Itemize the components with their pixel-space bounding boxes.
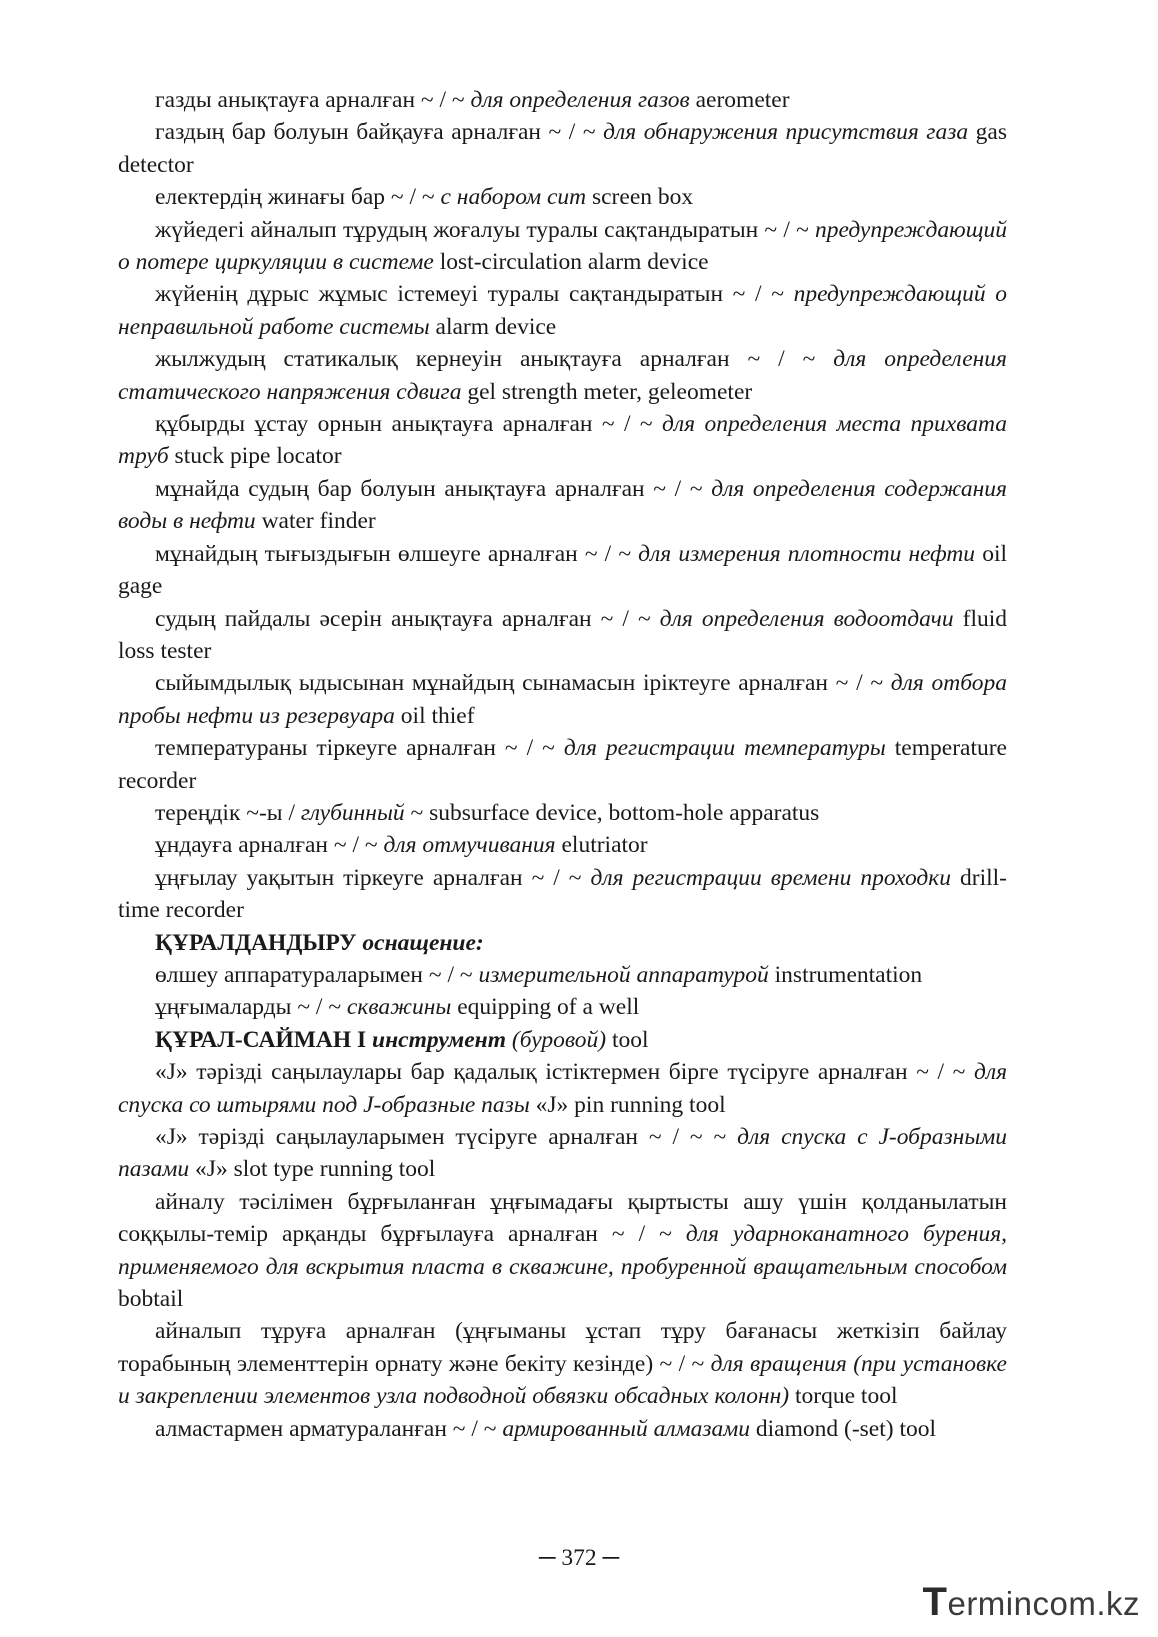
- entry-russian: глубинный: [300, 799, 405, 826]
- entry-kazakh: жылжудың статикалық кернеуін анықтауға арналған ~ / ~: [155, 346, 834, 373]
- entry-kazakh: айналу тәсілімен бұрғыланған ұңғымадағы қыртысты ашу үшін қолданылатын соққылы-темір арқанды бұрғылауға арналған ~ / ~: [118, 1188, 1007, 1248]
- entry-russian: для спуска со штырями под J-образные пазы: [118, 1059, 1007, 1118]
- entry-russian: для определения содержания воды в нефти: [118, 475, 1007, 535]
- entry-kazakh: құбырды ұстау орнын анықтауға арналған ~ / ~: [155, 411, 662, 438]
- entry-english: drill-time recorder: [118, 864, 1007, 924]
- entry-russian: предупреждающий о неправильной работе системы: [118, 281, 1007, 340]
- dictionary-entry: [118, 667, 1007, 732]
- entry-russian: для регистрации температуры: [563, 735, 886, 762]
- entry-kazakh: ұндауға арналған ~ / ~: [155, 832, 384, 859]
- dictionary-entry: [118, 1056, 1007, 1121]
- entry-english: bobtail: [118, 1286, 184, 1313]
- headword-tool: [118, 1024, 1007, 1056]
- entry-russian: для определения газов: [470, 87, 690, 113]
- dictionary-entry: [118, 1186, 1007, 1316]
- headword-english: tool: [606, 1026, 649, 1053]
- entry-kazakh: судың пайдалы әсерін анықтауға арналған ~ / ~: [155, 605, 660, 632]
- entry-kazakh: електердің жинағы бар ~ / ~: [155, 184, 441, 211]
- entry-kazakh: «J» тәрізді саңылаулары бар қадалық істіктермен бірге түсіруге арналған ~ / ~: [155, 1059, 974, 1086]
- headword-instrumentation: [118, 927, 1007, 959]
- entry-kazakh: өлшеу аппаратураларымен ~ / ~: [155, 961, 479, 988]
- entry-kazakh: мұнайдың тығыздығын өлшеуге арналған ~ / ~: [155, 540, 639, 567]
- site-watermark: [923, 1580, 1140, 1625]
- entry-english: «J» pin running tool: [529, 1091, 726, 1118]
- page-number: ─ 372 ─: [538, 1545, 620, 1571]
- dictionary-entry: [118, 84, 1007, 116]
- dictionary-entry: [118, 116, 1007, 181]
- entry-kazakh: айналып тұруға арналған (ұңғыманы ұстап тұру бағанасы жеткізіп байлау торабының элементтерін орнату және бекіту кезінде) ~ / ~: [118, 1318, 1007, 1377]
- entry-kazakh: «J» тәрізді саңылауларымен түсіруге арналған ~ / ~ ~: [155, 1124, 738, 1150]
- entry-kazakh: газды анықтауға арналған ~ / ~: [155, 87, 471, 113]
- entry-russian: для определения места прихвата труб: [118, 411, 1007, 470]
- entry-english: «J» slot type running tool: [189, 1156, 436, 1183]
- entry-russian: для обнаружения присутствия газа: [603, 119, 969, 146]
- watermark-initial: T: [922, 1580, 948, 1624]
- entry-english: ~ subsurface device, bottom-hole apparatus: [404, 799, 820, 826]
- dictionary-entry: [118, 473, 1007, 538]
- entry-kazakh: температураны тіркеуге арналған ~ / ~: [155, 735, 564, 762]
- dictionary-body: [118, 84, 1007, 1445]
- entry-kazakh: мұнайда судың бар болуын анықтауға арналған ~ / ~: [155, 475, 712, 502]
- entry-russian: для измерения плотности нефти: [638, 540, 976, 567]
- dictionary-entry: [118, 732, 1007, 797]
- entry-russian: для спуска с J-образными пазами: [118, 1124, 1007, 1183]
- dictionary-entry: [118, 214, 1007, 279]
- entry-russian: для определения статического напряжения сдвига: [118, 346, 1007, 405]
- dictionary-entry: [118, 797, 1007, 829]
- entry-kazakh: ұңғымаларды ~ / ~: [155, 994, 347, 1021]
- dictionary-entry: [118, 991, 1007, 1023]
- entry-english: oil gage: [118, 540, 1007, 600]
- headword-note: (буровой): [506, 1026, 607, 1053]
- entry-english: fluid loss tester: [118, 605, 1008, 664]
- headword-term: ҚҰРАЛ-САЙМАН I: [155, 1026, 373, 1053]
- dictionary-entry: [118, 1315, 1007, 1412]
- dictionary-entry: [118, 408, 1007, 473]
- entry-english: equipping of a well: [451, 994, 640, 1021]
- watermark-text: ermincom.kz: [947, 1585, 1140, 1622]
- entry-russian: армированный алмазами: [502, 1415, 750, 1442]
- entry-russian: для вращения (при установке и закреплении элементов узла подводной обвязки обсадных колонн): [118, 1350, 1007, 1410]
- entry-english: torque tool: [789, 1383, 898, 1410]
- dictionary-entry: [118, 1121, 1007, 1186]
- dictionary-entry: [118, 829, 1007, 861]
- entry-kazakh: жүйедегі айналып тұрудың жоғалуы туралы сақтандыратын ~ / ~: [155, 216, 815, 243]
- entry-english: stuck pipe locator: [168, 443, 342, 470]
- entry-kazakh: алмастармен арматураланған ~ / ~: [155, 1415, 503, 1442]
- entry-english: oil thief: [394, 702, 475, 729]
- headword-russian: инструмент: [372, 1026, 507, 1053]
- entry-russian: для ударноканатного бурения, применяемого для вскрытия пласта в скважине, пробуренной вращательным способом: [118, 1221, 1007, 1280]
- entry-english: temperature recorder: [118, 735, 1007, 794]
- dictionary-entry: [118, 343, 1007, 408]
- entry-english: aerometer: [689, 87, 790, 113]
- dictionary-entry: [118, 538, 1007, 603]
- dictionary-entry: [118, 181, 1007, 213]
- entry-russian: для определения водоотдачи: [659, 605, 954, 632]
- entry-kazakh: сыйымдылық ыдысынан мұнайдың сынамасын іріктеуге арналған ~ / ~: [155, 670, 891, 697]
- entry-russian: для регистрации времени проходки: [590, 864, 952, 891]
- entry-russian: измерительной аппаратурой: [478, 961, 769, 988]
- entry-russian: скважины: [346, 994, 452, 1021]
- entry-english: gel strength meter, geleometer: [461, 378, 753, 405]
- entry-russian: для отбора пробы нефти из резервуара: [118, 670, 1007, 729]
- entry-kazakh: тереңдік ~-ы /: [155, 799, 301, 826]
- entry-english: gas detector: [118, 119, 1008, 178]
- entry-russian: предупреждающий о потере циркуляции в системе: [118, 216, 1007, 276]
- headword-term: ҚҰРАЛДАНДЫРУ: [155, 929, 363, 956]
- entry-english: instrumentation: [768, 961, 923, 988]
- entry-english: lost-circulation alarm device: [433, 249, 709, 276]
- dictionary-entry: [118, 1413, 1007, 1445]
- dictionary-entry: [118, 862, 1007, 927]
- dictionary-entry: [118, 278, 1007, 343]
- entry-english: elutriator: [555, 832, 648, 859]
- entry-kazakh: ұңғылау уақытын тіркеуге арналған ~ / ~: [155, 864, 591, 891]
- entry-kazakh: газдың бар болуын байқауға арналған ~ / ~: [155, 119, 604, 146]
- entry-russian: для отмучивания: [383, 832, 556, 859]
- dictionary-entry: [118, 603, 1007, 668]
- entry-kazakh: жүйенің дұрыс жұмыс істемеуі туралы сақтандыратын ~ / ~: [155, 281, 794, 308]
- dictionary-entry: [118, 959, 1007, 991]
- entry-english: diamond (-set) tool: [750, 1415, 937, 1442]
- entry-english: water finder: [255, 508, 376, 535]
- headword-russian: оснащение:: [362, 929, 484, 956]
- entry-english: screen box: [586, 184, 694, 211]
- entry-russian: с набором сит: [440, 184, 587, 211]
- entry-english: alarm device: [429, 313, 557, 340]
